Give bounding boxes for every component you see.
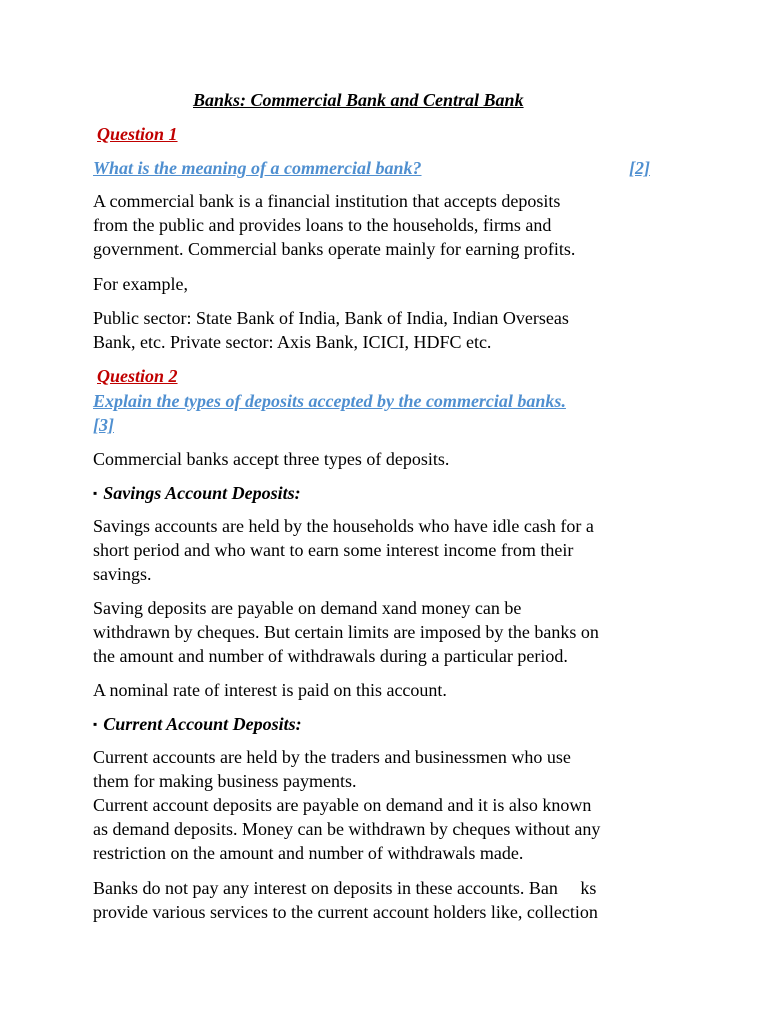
current-para-line: Current account deposits are payable on demand and it is also known	[93, 795, 592, 815]
savings-para-line: the amount and number of withdrawals during a particular period.	[93, 646, 568, 666]
example-line: Public sector: State Bank of India, Bank of India, Indian Overseas	[93, 308, 569, 328]
question-2-label: Question 2	[97, 366, 178, 386]
current-para-line: Banks do not pay any interest on deposits in these accounts. Ban ks	[93, 878, 597, 898]
savings-heading	[93, 481, 301, 507]
current-para-line: as demand deposits. Money can be withdrawn by cheques without any	[93, 819, 601, 839]
document-page	[93, 0, 693, 1024]
current-heading-text: Current Account Deposits:	[103, 714, 302, 734]
answer-1-line: government. Commercial banks operate mainly for earning profits.	[93, 239, 576, 259]
savings-heading-text: Savings Account Deposits:	[103, 483, 301, 503]
question-1-label: Question 1	[97, 124, 178, 144]
current-para-line: Current accounts are held by the traders and businessmen who use	[93, 747, 571, 767]
question-2-text: Explain the types of deposits accepted by the commercial banks.	[93, 391, 566, 411]
answer-2-intro: Commercial banks accept three types of deposits.	[93, 449, 450, 469]
current-heading	[93, 712, 302, 738]
document-title: Banks: Commercial Bank and Central Bank	[193, 90, 524, 110]
example-line: Bank, etc. Private sector: Axis Bank, ICICI, HDFC etc.	[93, 332, 492, 352]
savings-para-line: Savings accounts are held by the households who have idle cash for a	[93, 516, 594, 536]
answer-1-line: from the public and provides loans to the households, firms and	[93, 215, 552, 235]
current-para-line: them for making business payments.	[93, 771, 357, 791]
question-1-marks: [2]	[629, 158, 650, 178]
bullet-icon: ▪	[93, 717, 98, 731]
savings-para-line: savings.	[93, 564, 152, 584]
current-para-line: provide various services to the current account holders like, collection	[93, 902, 598, 922]
current-para-line: restriction on the amount and number of withdrawals made.	[93, 843, 524, 863]
bullet-icon: ▪	[93, 486, 98, 500]
savings-para-line: Saving deposits are payable on demand xand money can be	[93, 598, 522, 618]
question-1-text: What is the meaning of a commercial bank?	[93, 158, 422, 178]
savings-para-line: withdrawn by cheques. But certain limits are imposed by the banks on	[93, 622, 599, 642]
savings-para-line: short period and who want to earn some interest income from their	[93, 540, 574, 560]
example-intro: For example,	[93, 274, 188, 294]
question-2-marks: [3]	[93, 415, 114, 435]
answer-1-line: A commercial bank is a financial institution that accepts deposits	[93, 191, 561, 211]
savings-para-line: A nominal rate of interest is paid on this account.	[93, 680, 447, 700]
